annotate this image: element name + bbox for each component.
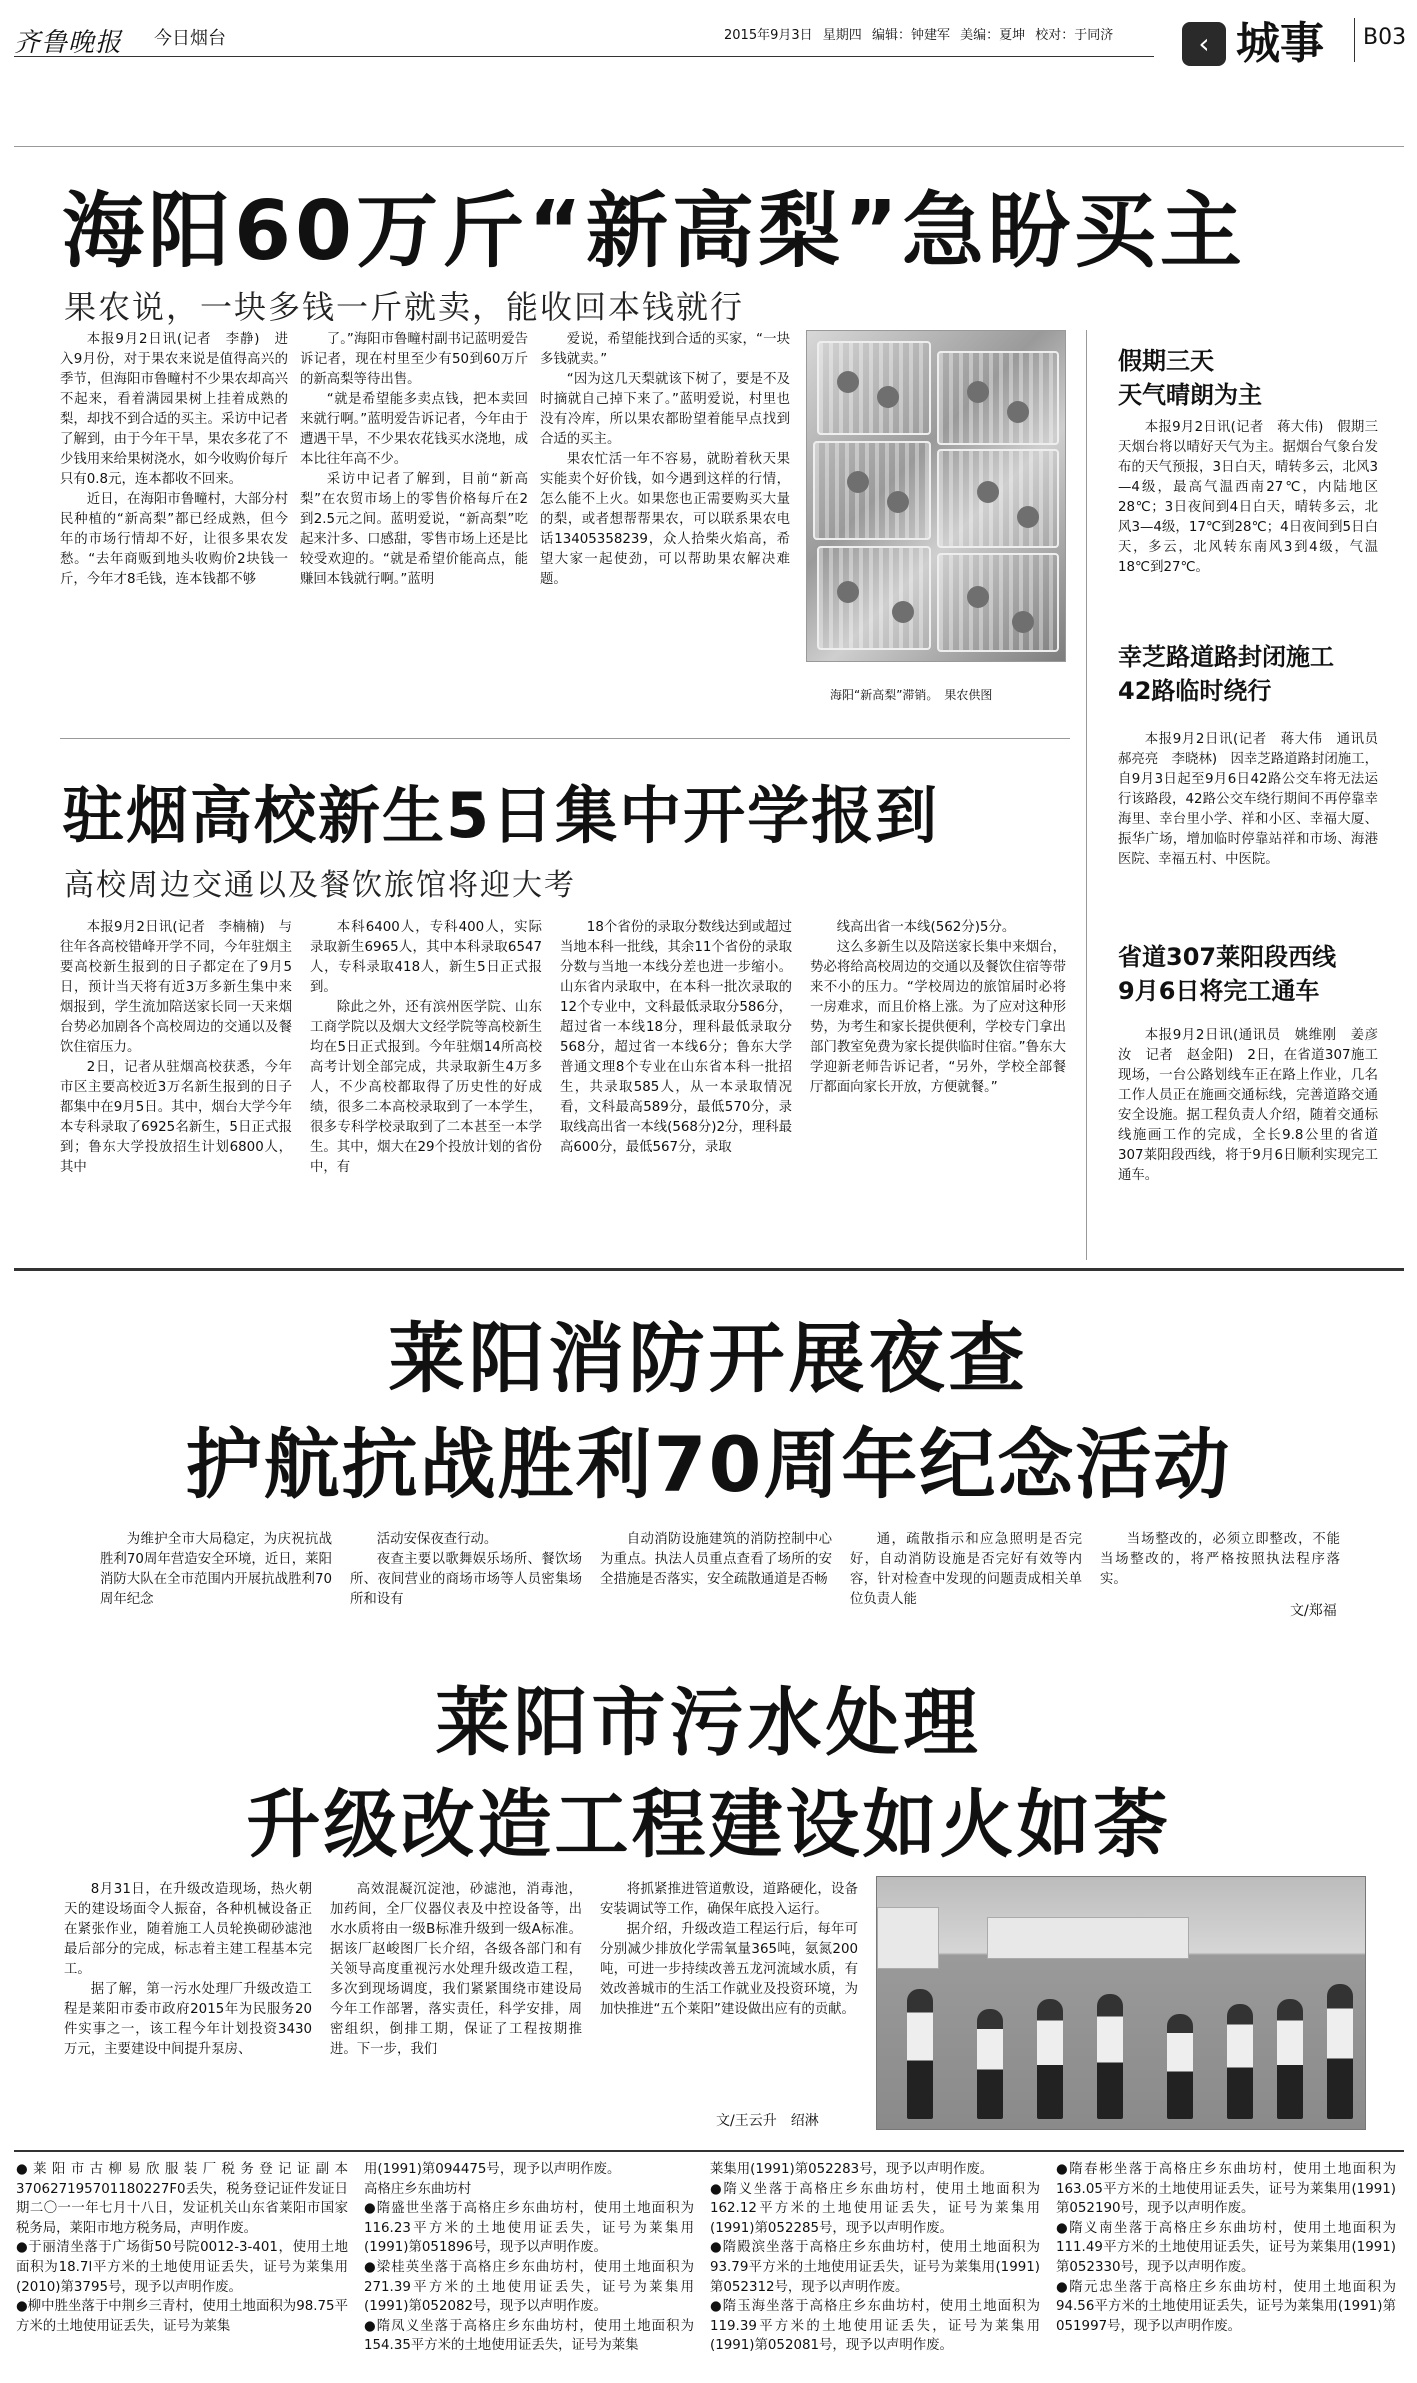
article2-subtitle: 高校周边交通以及餐饮旅馆将迎大考: [64, 868, 576, 903]
article3-col5-text: 当场整改的，必须立即整改，不能当场整改的，将严格按照执法程序落实。: [1100, 1532, 1340, 1587]
pear-crates-photo: [806, 330, 1066, 662]
article2-col4: [810, 918, 1066, 1248]
chevron-left-icon: ‹: [1182, 22, 1226, 66]
construction-site-photo: [876, 1876, 1366, 2130]
editor: 编辑：钟建军: [871, 28, 950, 43]
notices-col4-text: ●隋春彬坐落于高格庄乡东曲坊村，使用土地面积为163.05平方米的土地使用证丢失，证号为莱集用(1991)第052190号，现予以声明作废。 ●隋义南坐落于高格庄乡东曲坊村，使用土地面积为111.49平方米的土地使用证丢失，证号为莱集用(1991)第052330号，现予以声明作废。 ●隋元忠坐落于高格庄乡东曲坊村，使用土地面积为94.56平方米的土地使用证丢失，证号为莱集用(1991)第051997号，现予以声明作废。: [1056, 2162, 1396, 2334]
notices-col2-text: 用(1991)第094475号，现予以声明作废。 高格庄乡东曲坊村 ●隋盛世坐落于高格庄乡东曲坊村，使用土地面积为116.23平方米的土地使用证丢失，证号为莱集用(1991)第051896号，现予以声明作废。 ●梁桂英坐落于高格庄乡东曲坊村，使用土地面积为271.39平方米的土地使用证丢失，证号为莱集用(1991)第052082号，现予以声明作废。 ●隋凤义坐落于高格庄乡东曲坊村，使用土地面积为154.35平方米的土地使用证丢失，证号为莱集: [364, 2162, 694, 2354]
article2-divider: [60, 738, 1070, 739]
article3-title-line1: 莱阳消防开展夜查: [388, 1314, 1029, 1403]
article2-col2-text-para-1: 本科6400人，专科400人，实际录取新生6965人，其中本科录取6547人，专科录取418人，新生5日正式报到。: [310, 920, 542, 995]
sidebar-news3-text: 本报9月2日讯(通讯员 姚维刚 姜彦汝 记者 赵金阳) 2日，在省道307施工现场，一台公路划线车正在路上作业，几名工作人员正在施画交通标线，完善道路交通安全设施。据工程负责人介绍，随着交通标线施画工作的完成，全长9.8公里的省道307莱阳段西线，将于9月6日顺利实现完工通车。: [1118, 1028, 1378, 1183]
newspaper-logo: 齐鲁晚报: [14, 28, 123, 58]
article4-title-line1: 莱阳市污水处理: [435, 1680, 982, 1766]
article3-byline: 文/郑福: [1290, 1603, 1337, 1619]
notices-col3: [710, 2160, 1040, 2376]
article3-col4: [850, 1530, 1082, 1640]
article4-col1-text-para-2: 据了解，第一污水处理厂升级改造工程是莱阳市委市政府2015年为民服务20件实事之一，该工程今年计划投资3430万元，主要建设中间提升泵房、: [64, 1982, 312, 2057]
article2-col3: [560, 918, 792, 1248]
page-number: B03: [1354, 18, 1406, 62]
article3-col2-text-para-1: 活动安保夜查行动。: [376, 1532, 498, 1547]
article2-col2-text-para-2: 除此之外，还有滨州医学院、山东工商学院以及烟大文经学院等高校新生均在5日正式报到。今年驻烟14所高校高考计划全部完成，共录取新生4万多人，不少高校都取得了历史性的好成绩，很多二本高校录取到了一本学生，很多专科学校录取到了二本甚至一本学生。其中，烟大在29个投放计划的省份中，有: [310, 1000, 542, 1175]
article3-col4-text: 通，疏散指示和应急照明是否完好，自动消防设施是否完好有效等内容，针对检查中发现的问题责成相关单位负责人能: [850, 1532, 1082, 1607]
issue-weekday: 星期四: [822, 28, 862, 43]
sidebar-news2-title: 幸芝路道路封闭施工 42路临时绕行: [1118, 643, 1334, 705]
article1-title: 海阳60万斤“新高梨”急盼买主: [62, 184, 1246, 279]
photo1-caption: 海阳“新高梨”滞销。 果农供图: [830, 688, 993, 702]
section-name: 今日烟台: [154, 28, 226, 49]
notices-divider: [14, 2150, 1404, 2152]
article4-title-line2: 升级改造工程建设如火如荼: [246, 1782, 1171, 1868]
article3-col3: [600, 1530, 832, 1640]
notices-col1-text: ●莱阳市古柳易欣服装厂税务登记证副本370627195701180227F0丢失，税务登记证件发证日期二〇一一年七月十八日，发证机关山东省莱阳市国家税务局，莱阳市地方税务局，声明作废。 ●于丽清坐落于广场街50号院0012-3-401，使用土地面积为18.7l平方米的土地使用证丢失，证号为莱集用(2010)第3795号，现予以声明作废。 ●柳中胜坐落于中荆乡三青村，使用土地面积为98.75平方米的土地使用证丢失，证号为莱集: [16, 2162, 348, 2334]
article3-col3-text: 自动消防设施建筑的消防控制中心为重点。执法人员重点查看了场所的安全措施是否落实，安全疏散通道是否畅: [600, 1532, 832, 1587]
sidebar-news2-text: 本报9月2日讯(记者 蒋大伟 通讯员 郝亮亮 李晓林) 因幸芝路道路封闭施工，自9月3日起至9月6日42路公交车将无法运行该路段，42路公交车绕行期间不再停靠幸海里、幸台里小学、祥和小区、幸福大厦、振华广场，增加临时停靠站祥和市场、海港医院、幸福五村、中医院。: [1118, 732, 1392, 867]
section-divider-1: [14, 1268, 1404, 1271]
article3-col1: [100, 1530, 332, 1640]
article2-col1: [60, 918, 292, 1248]
sidebar-news1-body: [1118, 418, 1378, 604]
sidebar-news3-body: [1118, 1026, 1378, 1248]
notices-col1: [16, 2160, 348, 2376]
article1-col3: [540, 330, 790, 710]
header-rule: [14, 56, 1154, 57]
article4-col3-text-para-2: 据介绍，升级改造工程运行后，每年可分别减少排放化学需氧量365吨，氨氮200吨，可进一步持续改善五龙河流域水质，有效改善城市的生活工作就业及投资环境，为加快推进“五个莱阳”建设做出应有的贡献。: [600, 1922, 858, 2017]
article4-col2-text: 高效混凝沉淀池，砂滤池，消毒池，加药间，全厂仪器仪表及中控设备等，出水水质将由一级B标准升级到一级A标准。据该厂赵峻图厂长介绍，各级各部门和有关领导高度重视污水处理升级改造工程，多次到现场调度，我们紧紧围绕市建设局今年工作部署，落实责任，科学安排，周密组织，倒排工期，保证了工程按期推进。下一步，我们: [330, 1882, 582, 2057]
article4-col3-text-para-1: 将抓紧推进管道敷设，道路硬化，设备安装调试等工作，确保年底投入运行。: [600, 1882, 858, 1917]
article2-col4-text-para-2: 这么多新生以及陪送家长集中来烟台，势必将给高校周边的交通以及餐饮住宿等带来不小的压力。“学校周边的旅馆届时必将一房难求，而且价格上涨。为了应对这种形势，为考生和家长提供便利，学校专门拿出部门教室免费为家长提供临时住宿。”鲁东大学迎新老师告诉记者，“另外，学校全部餐厅都面向家长开放，方便就餐。”: [810, 940, 1066, 1095]
notices-col3-text: 莱集用(1991)第052283号，现予以声明作废。 ●隋义坐落于高格庄乡东曲坊村，使用土地面积为162.12平方米的土地使用证丢失，证号为莱集用(1991)第052285号，现予以声明作废。 ●隋殿滨坐落于高格庄乡东曲坊村，使用土地面积为93.79平方米的土地使用证丢失，证号为莱集用(1991)第052312号，现予以声明作废。 ●隋玉海坐落于高格庄乡东曲坊村，使用土地面积为119.39平方米的土地使用证丢失，证号为莱集用(1991)第052081号，现予以声明作废。: [710, 2162, 1040, 2354]
city-section-badge: [1182, 16, 1350, 72]
proofreader: 校对：于同济: [1035, 28, 1114, 43]
article2-title: 驻烟高校新生5日集中开学报到: [62, 779, 940, 852]
article2-col1-text-para-1: 本报9月2日讯(记者 李楠楠) 与往年各高校错峰开学不同，今年驻烟主要高校新生报到的日子都定在了9月5日，预计当天将有近3万多新生集中来烟报到，学生流加陪送家长同一天来烟台势必加剧各个高校周边的交通以及餐饮住宿压力。: [60, 920, 292, 1055]
article1-col2-text-para-1: 了。”海阳市鲁疃村副书记蓝明爱告诉记者，现在村里至少有50到60万斤的新高梨等待出售。: [300, 332, 528, 387]
article1-col2-text-para-2: “就是希望能多卖点钱，把本卖回来就行啊。”蓝明爱告诉记者，今年由于遭遇干旱，不少果农花钱买水浇地，成本比往年高不少。: [300, 392, 528, 467]
sidebar-news1-text: 本报9月2日讯(记者 蒋大伟) 假期三天烟台将以晴好天气为主。据烟台气象台发布的天气预报，3日白天，晴转多云，北风3—4级，最高气温西南27℃，内陆地区28℃；3日夜间到4日白天，晴转多云，北风3—4级，17℃到28℃；4日夜间到5日白天，多云，北风转东南风3到4级，气温18℃到27℃。: [1118, 420, 1378, 575]
article1-subtitle: 果农说，一块多钱一斤就卖，能收回本钱就行: [64, 288, 745, 326]
article1-col3-text-para-2: “因为这几天梨就该下树了，要是不及时摘就自己掉下来了。”蓝明爱说，村里也没有冷库，所以果农都盼望着能早点找到合适的买主。: [540, 372, 790, 447]
sidebar-divider: [1086, 330, 1087, 1260]
sidebar-news3-title: 省道307莱阳段西线 9月6日将完工通车: [1118, 943, 1337, 1005]
article3-col2-text-para-2: 夜查主要以歌舞娱乐场所、餐饮场所、夜间营业的商场市场等人员密集场所和设有: [350, 1552, 582, 1607]
article3-title-line2: 护航抗战胜利70周年纪念活动: [185, 1420, 1232, 1509]
article2-col4-text-para-1: 线高出省一本线(562分)5分。: [836, 920, 1016, 935]
top-divider: [14, 146, 1404, 147]
notices-col4: [1056, 2160, 1396, 2376]
sidebar-news1-title: 假期三天 天气晴朗为主: [1118, 347, 1262, 409]
issue-info: [724, 24, 1113, 43]
city-section-label: 城事: [1236, 18, 1324, 69]
article2-col2: [310, 918, 542, 1248]
page-header: [14, 14, 1407, 72]
article1-col1-text-para-2: 近日，在海阳市鲁疃村，大部分村民种植的“新高梨”都已经成熟，但今年的市场行情却不好，让很多果农发愁。“去年商贩到地头收购价2块钱一斤，今年才8毛钱，连本钱都不够: [60, 492, 288, 587]
article1-col3-text-para-1: 爱说，希望能找到合适的买家，“一块多钱就卖。”: [540, 332, 790, 367]
sidebar-news2-body: [1118, 730, 1392, 938]
article1-col1: [60, 330, 288, 710]
designer: 美编：夏坤: [960, 28, 1026, 43]
issue-date: 2015年9月3日: [724, 28, 813, 43]
article4-col1-text-para-1: 8月31日，在升级改造现场，热火朝天的建设场面令人振奋，各种机械设备正在紧张作业，随着施工人员轮换砌砂滤池最后部分的完成，标志着主建工程基本完工。: [64, 1882, 312, 1977]
article3-col5: [1100, 1530, 1340, 1600]
notices-col2: [364, 2160, 694, 2376]
article2-col3-text: 18个省份的录取分数线达到或超过当地本科一批线，其余11个省份的录取分数与当地一本线分差也进一步缩小。山东省内录取中，在本科一批次录取的12个专业中，文科最低录取分586分，超过省一本线18分，理科最低录取分568分，超过省一本线6分；鲁东大学普通文理8个专业在山东省本科一批招生，共录取585人，从一本录取情况看，文科最高589分，最低570分，录取线高出省一本线(568分)2分，理科最高600分，最低567分，录取: [560, 920, 792, 1155]
article4-col3: [600, 1880, 858, 2100]
article1-col2: [300, 330, 528, 710]
article4-col1: [64, 1880, 312, 2136]
article1-col1-text-para-1: 本报9月2日讯(记者 李静) 进入9月份，对于果农来说是值得高兴的季节，但海阳市鲁疃村不少果农却高兴不起来，看着满园果树上挂着成熟的梨，却找不到合适的买主。采访中记者了解到，由于今年干旱，果农多花了不少钱用来给果树浇水，如今收购价每斤只有0.8元，连本都收不回来。: [60, 332, 288, 487]
article3-col1-text: 为维护全市大局稳定，为庆祝抗战胜利70周年营造安全环境，近日，莱阳消防大队在全市范围内开展抗战胜利70周年纪念: [100, 1532, 332, 1607]
article2-col1-text-para-2: 2日，记者从驻烟高校获悉，今年市区主要高校近3万名新生报到的日子都集中在9月5日。其中，烟台大学今年本专科录取了6925名新生，5日正式报到；鲁东大学投放招生计划6800人，其中: [60, 1060, 292, 1175]
article1-col2-text-para-3: 采访中记者了解到，目前“新高梨”在农贸市场上的零售价格每斤在2到2.5元之间。蓝明爱说，“新高梨”吃起来汁多、口感甜，零售市场上还是比较受欢迎的。“就是希望价能高点，能赚回本钱就行啊。”蓝明: [300, 472, 528, 587]
article1-col3-text-para-3: 果农忙活一年不容易，就盼着秋天果实能卖个好价钱，如今遇到这样的行情，怎么能不上火。如果您也正需要购买大量的梨，或者想帮帮果农，可以联系果农电话13405358239，众人拾柴火焰高，希望大家一起使劲，可以帮助果农解决难题。: [540, 452, 790, 587]
article3-col2: [350, 1530, 582, 1640]
article4-byline: 文/王云升 绍淋: [716, 2113, 819, 2129]
article4-col2: [330, 1880, 582, 2136]
